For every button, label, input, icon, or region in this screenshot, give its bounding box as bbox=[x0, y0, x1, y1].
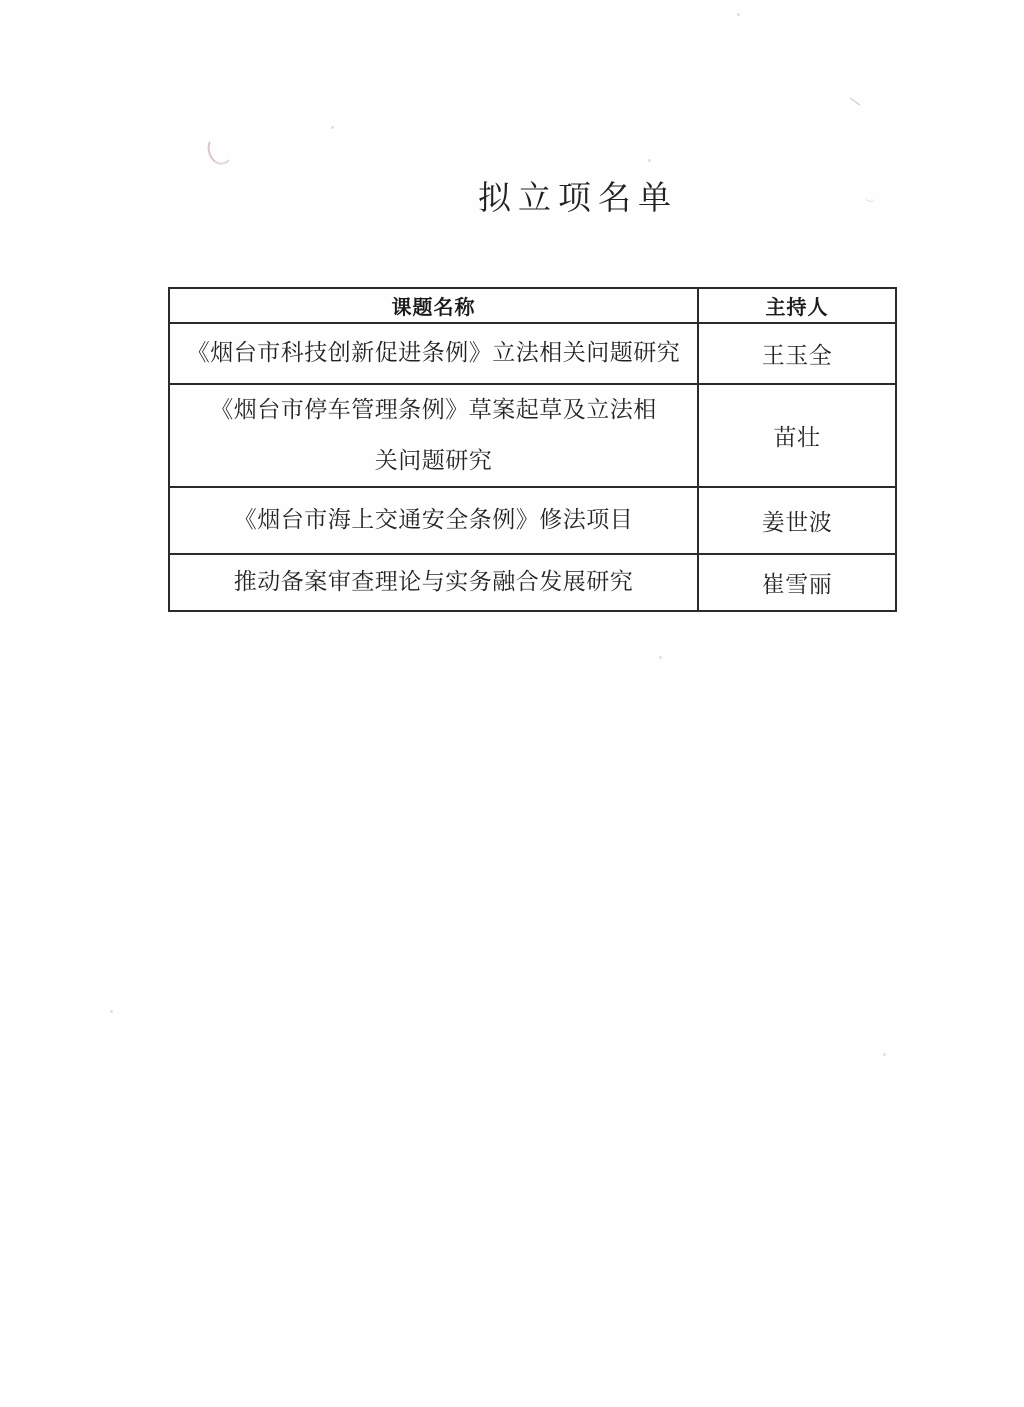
column-header-leader: 主持人 bbox=[698, 288, 896, 323]
topic-cell bbox=[169, 554, 698, 611]
topic-text-line-1: 《烟台市停车管理条例》草案起草及立法相 bbox=[210, 397, 657, 423]
project-list-table bbox=[168, 287, 897, 612]
leader-cell: 姜世波 bbox=[698, 487, 896, 554]
table-row bbox=[169, 487, 896, 554]
topic-text-line-2: 关问题研究 bbox=[374, 447, 493, 473]
scan-artifact-tick-mark bbox=[850, 98, 860, 106]
topic-cell bbox=[169, 323, 698, 384]
topic-cell bbox=[169, 384, 698, 487]
scan-artifact-speck bbox=[883, 1053, 886, 1056]
table-row bbox=[169, 554, 896, 611]
leader-cell: 苗壮 bbox=[698, 384, 896, 487]
topic-cell bbox=[169, 487, 698, 554]
leader-cell: 崔雪丽 bbox=[698, 554, 896, 611]
scan-artifact-speck bbox=[331, 126, 334, 129]
table-row bbox=[169, 323, 896, 384]
topic-text: 推动备案审查理论与实务融合发展研究 bbox=[233, 569, 634, 595]
scan-artifact-speck bbox=[737, 13, 740, 16]
scan-artifact-speck bbox=[648, 159, 651, 162]
scan-artifact-speck bbox=[110, 1010, 113, 1013]
scan-artifact-curl-mark bbox=[205, 134, 233, 167]
document-title: 拟立项名单 bbox=[478, 181, 678, 217]
column-header-topic: 课题名称 bbox=[169, 288, 698, 323]
topic-text: 《烟台市海上交通安全条例》修法项目 bbox=[233, 507, 634, 533]
leader-cell: 王玉全 bbox=[698, 323, 896, 384]
table-row bbox=[169, 384, 896, 487]
scan-artifact-speck bbox=[659, 656, 662, 659]
table-header-row bbox=[169, 288, 896, 323]
scan-artifact-squiggle-mark bbox=[865, 192, 877, 203]
topic-text: 《烟台市科技创新促进条例》立法相关问题研究 bbox=[186, 340, 681, 366]
